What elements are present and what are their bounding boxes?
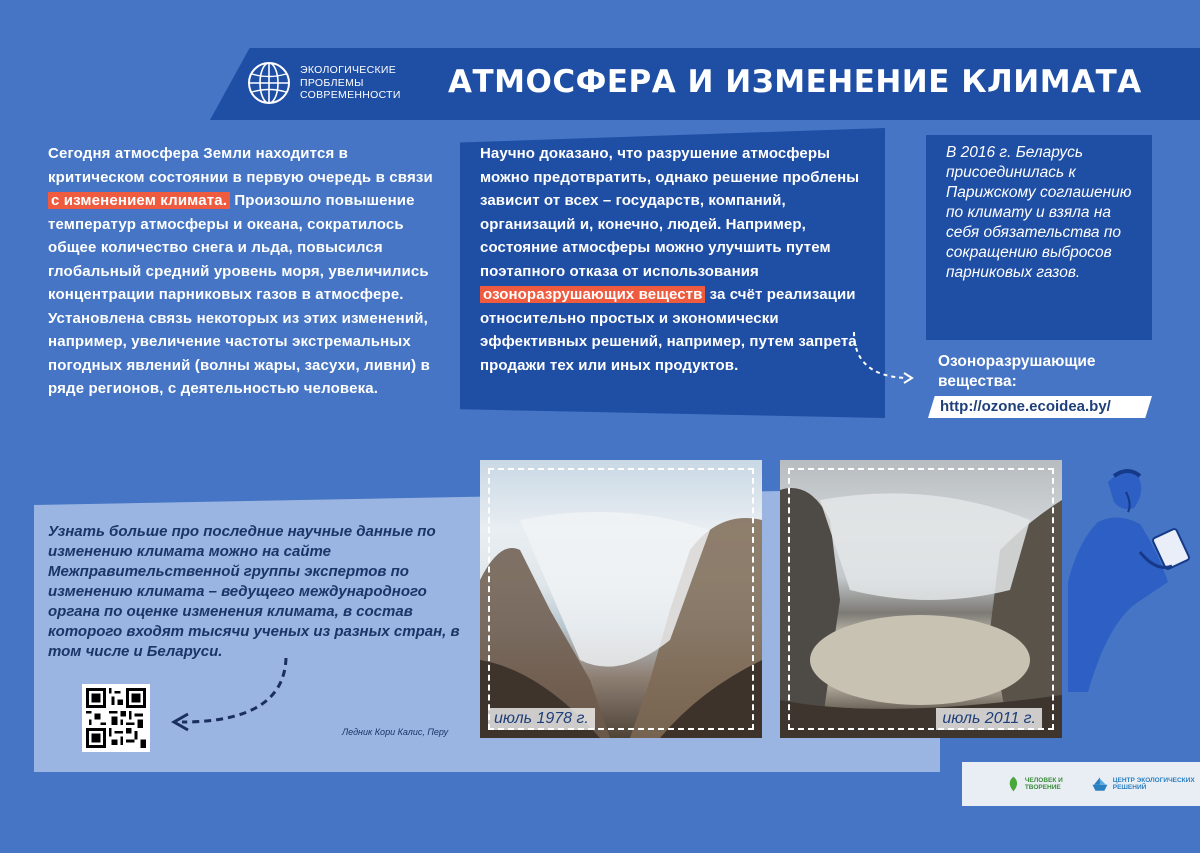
boat-icon — [1091, 773, 1109, 795]
partner-center — [1091, 773, 1200, 795]
photo-frame-2 — [788, 468, 1054, 730]
dashed-arrow-icon — [848, 330, 918, 390]
logo-line-1: ЭКОЛОГИЧЕСКИЕ — [300, 64, 397, 77]
ozone-link[interactable]: http://ozone.ecoidea.by/ — [940, 398, 1111, 415]
photo-caption: Ледник Кори Калис, Перу — [342, 727, 449, 737]
logo-line-3: СОВРЕМЕННОСТИ — [300, 89, 401, 102]
left-text-part-1: Сегодня атмосфера Земли находится в критическом состоянии в первую очередь в связи — [48, 145, 433, 186]
left-highlight: с изменением климата. — [48, 192, 230, 209]
reading-person-icon — [1068, 462, 1200, 692]
mid-highlight: озоноразрушающих веществ — [480, 286, 705, 303]
mid-text-part-1: Научно доказано, что разрушение атмосферы можно предотвратить, однако решение проблены зависит от всех – государств, компаний, организаций и, конечно, людей. Например, состояние атмосферы можно улучшить путем поэтапного отказа от использования — [480, 145, 860, 280]
left-paragraph — [48, 142, 448, 401]
photo-label-2011: июль 2011 г. — [936, 708, 1042, 730]
logo-line-2: ПРОБЛЕМЫ — [300, 76, 364, 89]
paris-agreement-text: В 2016 г. Беларусь присоединилась к Парижскому соглашению по климату и взяла на себя обязательства по сокращению выбросов парниковых газов. — [946, 144, 1132, 281]
partner-1-name: ЧЕЛОВЕК И ТВОРЕНИЕ — [1024, 777, 1063, 791]
ozone-label: Озоноразрушающие вещества: — [938, 353, 1096, 390]
qr-code-icon — [86, 688, 146, 748]
glacier-photo-2011 — [780, 460, 1062, 738]
photo-label-1978: июль 1978 г. — [488, 708, 595, 730]
middle-paragraph — [480, 142, 880, 377]
page-title: АТМОСФЕРА И ИЗМЕНЕНИЕ КЛИМАТА — [448, 64, 1142, 100]
dashed-arrow-to-qr-icon — [164, 652, 294, 732]
learn-more-text: Узнать больше про последние научные данные по изменению климата можно на сайте Межправительственной группы экспертов по изменению климата – ведущего международного органа по оценке изменения климата, в состав которого входят тысячи ученых из разных стран, в том числе и Беларуси. — [48, 523, 460, 660]
logo-text — [300, 64, 401, 102]
photo-frame-1 — [488, 468, 754, 730]
leaf-icon — [1006, 772, 1021, 796]
partner-chelovek — [1006, 772, 1081, 796]
mid-text-part-2: за счёт реализации относительно простых и экономически эффективных решений, например, путем запрета продажи тех или иных продуктов. — [480, 286, 857, 374]
qr-code[interactable] — [82, 684, 150, 752]
left-text-part-2: Произошло повышение температур атмосферы и океана, сократилось общее количество снега и льда, повысился глобальный средний уровень моря, увеличились концентрации парниковых газов в атмосфере. Установлена связь некоторых из этих изменений, например, увеличение частоты экстремальных погодных явлений (волны жары, засухи, ливни) в ряде регионов, с деятельностью человека. — [48, 192, 431, 397]
partner-logos — [962, 762, 1200, 806]
logo — [246, 60, 401, 106]
partner-2-name: ЦЕНТР ЭКОЛОГИЧЕСКИХ РЕШЕНИЙ — [1112, 777, 1195, 791]
globe-icon — [246, 60, 292, 106]
glacier-photo-1978 — [480, 460, 762, 738]
